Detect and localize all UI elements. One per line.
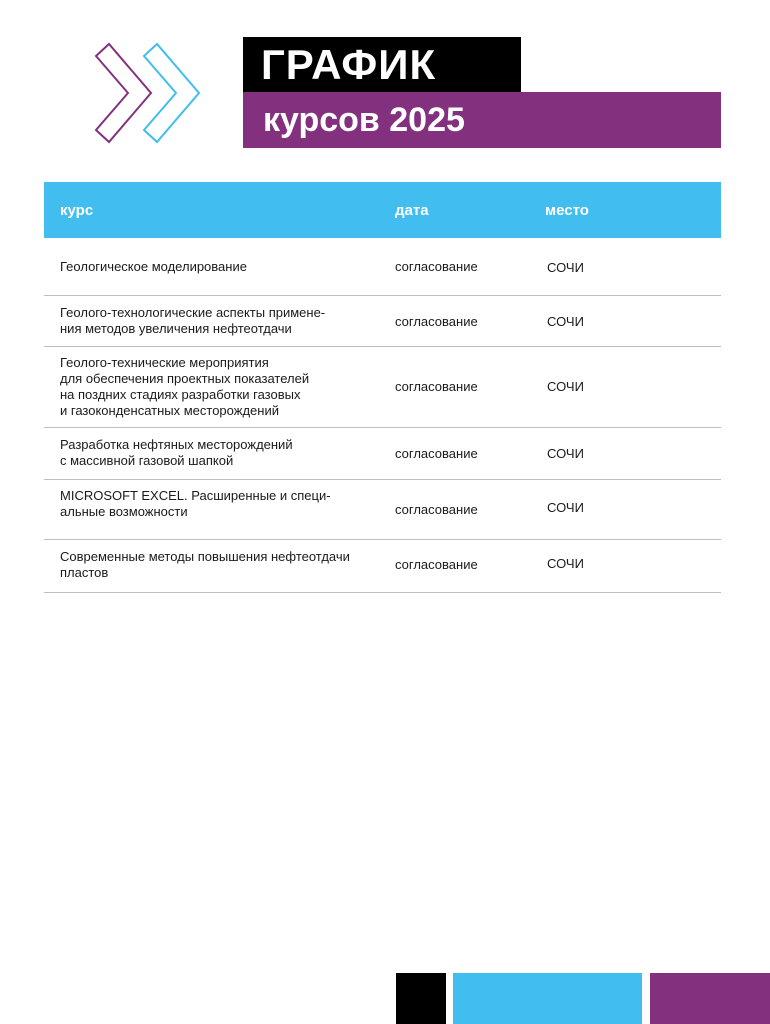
column-header-course: курс	[60, 202, 94, 219]
course-name: Современные методы повышения нефтеотдачи пластов	[60, 549, 350, 580]
table-row	[44, 296, 721, 347]
column-header-place: место	[545, 202, 589, 219]
table-row	[44, 540, 721, 593]
course-schedule-table	[44, 182, 721, 593]
purple-chevron-icon	[96, 44, 151, 142]
course-name: Разработка нефтяных месторождений с массивной газовой шапкой	[60, 437, 293, 468]
course-place: СОЧИ	[547, 500, 584, 515]
table-row	[44, 428, 721, 480]
course-place: СОЧИ	[547, 556, 584, 571]
course-name: Геологическое моделирование	[60, 259, 247, 274]
table-row	[44, 238, 721, 296]
course-date: согласование	[395, 502, 478, 517]
table-row	[44, 347, 721, 428]
course-place: СОЧИ	[547, 314, 584, 329]
course-date: согласование	[395, 557, 478, 572]
page-subtitle: курсов 2025	[243, 92, 721, 148]
course-place: СОЧИ	[547, 446, 584, 461]
course-place: СОЧИ	[547, 379, 584, 394]
table-row	[44, 480, 721, 540]
column-header-date: дата	[395, 202, 429, 219]
course-place: СОЧИ	[547, 260, 584, 275]
course-date: согласование	[395, 314, 478, 329]
course-name: Геолого-технологические аспекты примене- ния методов увеличения нефтеотдачи	[60, 305, 326, 336]
footer-black-block	[396, 973, 446, 1024]
course-date: согласование	[395, 379, 478, 394]
page-title: ГРАФИК	[243, 37, 521, 93]
footer-blue-block	[453, 973, 642, 1024]
double-chevron-logo-icon	[94, 42, 204, 148]
course-name: Геолого-технические мероприятия для обеспечения проектных показателей на поздних стадиях разработки газовых и газоконденсатных месторождений	[60, 355, 310, 418]
table-header	[44, 182, 721, 238]
course-name: MICROSOFT EXCEL. Расширенные и специ- альные возможности	[60, 488, 331, 519]
course-date: согласование	[395, 446, 478, 461]
footer-purple-block	[650, 973, 770, 1024]
course-date: согласование	[395, 259, 478, 274]
